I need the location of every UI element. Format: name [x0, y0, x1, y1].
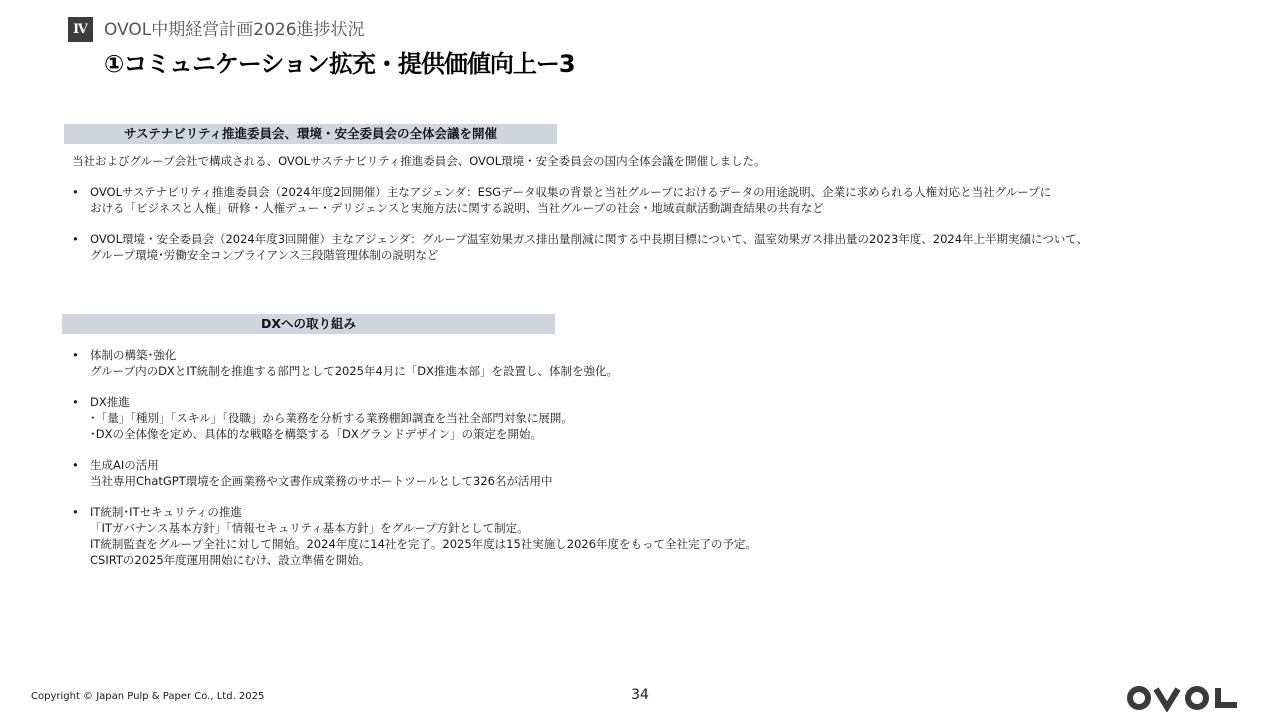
section-heading-dx: DXへの取り組み — [62, 314, 555, 334]
list-item — [72, 394, 1072, 442]
bullet-line: CSIRTの2025年度運用開始にむけ、設立準備を開始。 — [90, 553, 371, 567]
section-header: OVOL中期経営計画2026進捗状況 — [104, 20, 365, 40]
list-item — [72, 504, 1072, 568]
page-title: ①コミュニケーション拡充・提供価値向上ー3 — [104, 50, 575, 78]
bullet-line: • DX推進 — [90, 395, 130, 409]
bullet-line: おける「ビジネスと人権」研修・人権デュー・デリジェンスと実施方法に関する説明、当社グループの社会・地域貢献活動調査結果の共有など — [90, 201, 824, 215]
ovol-logo — [1126, 684, 1240, 712]
section-number-badge: Ⅳ — [68, 17, 93, 42]
bullet-line: 当社専用ChatGPT環境を企画業務や文書作成業務のサポートツールとして326名が活用中 — [90, 474, 553, 488]
section-heading-sustainability: サステナビリティ推進委員会、環境・安全委員会の全体会議を開催 — [64, 124, 557, 144]
list-item — [72, 347, 1072, 379]
page-number: 34 — [631, 687, 649, 703]
bullet-line: ･「量」「種別」「スキル」「役職」から業務を分析する業務棚卸調査を当社全部門対象に展開。 — [90, 411, 573, 425]
bullet-line: • IT統制･ITセキュリティの推進 — [90, 505, 242, 519]
bullet-line: グループ環境･労働安全コンプライアンス三段階管理体制の説明など — [90, 248, 439, 262]
bullet-line: • 体制の構築･強化 — [90, 348, 177, 362]
bullet-line: • 生成AIの活用 — [90, 458, 159, 472]
list-item — [72, 457, 1072, 489]
bullet-line: • OVOL環境・安全委員会（2024年度3回開催）主なアジェンダ：グループ温室効果ガス排出量削減に関する中長期目標について、温室効果ガス排出量の2023年度、2024年上半期実績について、 — [90, 232, 1089, 246]
bullet-line: 「ITガバナンス基本方針」「情報セキュリティ基本方針」をグループ方針として制定。 — [90, 521, 529, 535]
bullet-line: • OVOLサステナビリティ推進委員会（2024年度2回開催）主なアジェンダ：ESGデータ収集の背景と当社グループにおけるデータの用途説明、企業に求められる人権対応と当社グループに — [90, 185, 1052, 199]
bullet-line: グループ内のDXとIT統制を推進する部門として2025年4月に「DX推進本部」を設置し、体制を強化。 — [90, 364, 619, 378]
sustainability-bullet-list — [72, 184, 1212, 278]
bullet-line: IT統制監査をグループ全社に対して開始。2024年度に14社を完了。2025年度は15社実施し2026年度をもって全社完了の予定。 — [90, 537, 758, 551]
bullet-line: ･DXの全体像を定め、具体的な戦略を構築する「DXグランドデザイン」の策定を開始。 — [90, 427, 542, 441]
dx-bullet-list — [72, 347, 1072, 583]
section-intro-text: 当社およびグループ会社で構成される、OVOLサステナビリティ推進委員会、OVOL環境・安全委員会の国内全体会議を開催しました。 — [72, 154, 766, 168]
copyright-text: Copyright © Japan Pulp & Paper Co., Ltd. 2025 — [31, 691, 265, 702]
list-item — [72, 231, 1212, 263]
list-item — [72, 184, 1212, 216]
